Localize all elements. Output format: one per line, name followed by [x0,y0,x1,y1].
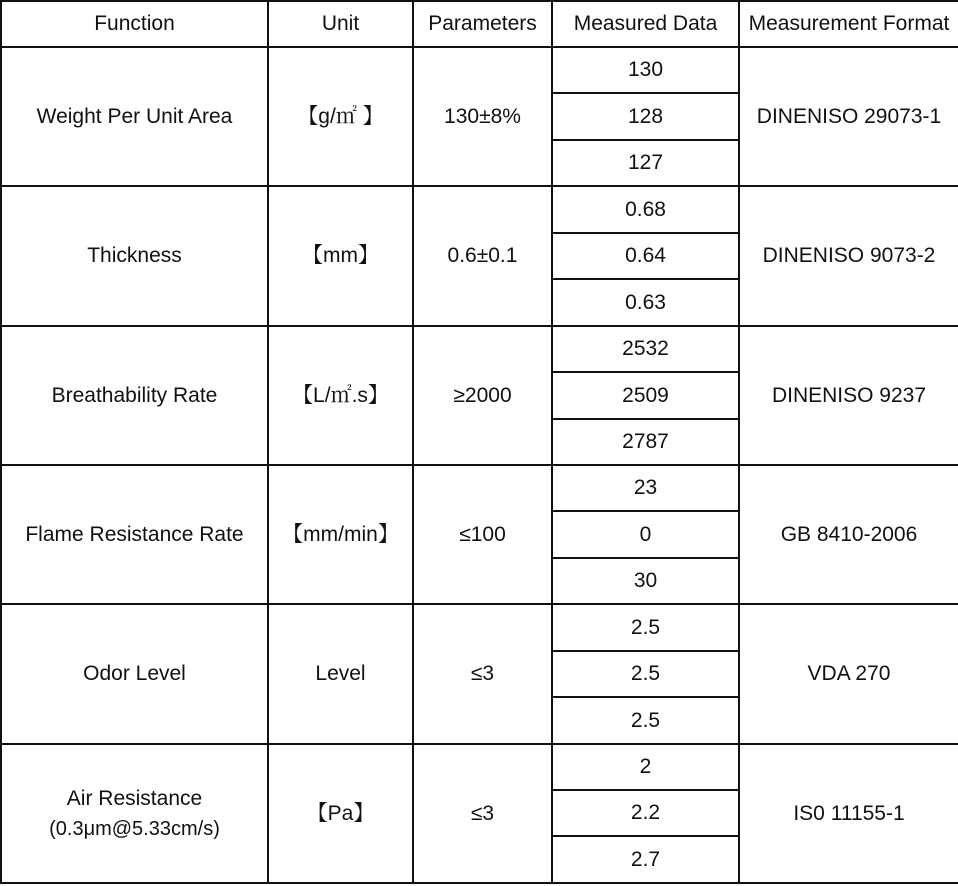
header-measured-data: Measured Data [552,1,739,47]
measured-data-cell: 2509 [552,372,739,418]
measured-data-cell: 128 [552,93,739,139]
measured-data-cell: 2.2 [552,790,739,836]
measured-data-cell: 130 [552,47,739,93]
parameters-cell: ≤3 [413,744,552,883]
measured-data-cell: 127 [552,140,739,186]
measured-data-cell: 0.68 [552,186,739,232]
measurement-format-cell: GB 8410-2006 [739,465,958,604]
unit-cell: 【L/㎡.s】 [268,326,413,465]
measured-data-cell: 2.7 [552,836,739,883]
table-row [1,604,958,650]
function-label: Air Resistance [66,786,203,810]
function-cell [1,47,268,186]
measured-data-cell: 2.5 [552,604,739,650]
table-header [1,1,958,47]
measured-data-cell: 2532 [552,326,739,372]
table-row [1,465,958,511]
parameters-cell: ≤3 [413,604,552,743]
header-function: Function [1,1,268,47]
function-label: Breathability Rate [51,383,218,407]
measured-data-cell: 2 [552,744,739,790]
unit-cell: 【Pa】 [268,744,413,883]
function-sublabel: (0.3μm@5.33cm/s) [49,818,220,841]
measurement-format-cell: VDA 270 [739,604,958,743]
measured-data-cell: 0.64 [552,233,739,279]
function-cell [1,744,268,883]
table-body [1,47,958,883]
function-cell [1,326,268,465]
header-parameters: Parameters [413,1,552,47]
parameters-cell: ≥2000 [413,326,552,465]
measured-data-cell: 2.5 [552,651,739,697]
measured-data-cell: 0 [552,511,739,557]
table-row [1,326,958,372]
unit-cell: 【mm】 [268,186,413,325]
header-measurement-format: Measurement Format [739,1,958,47]
header-unit: Unit [268,1,413,47]
measured-data-cell: 30 [552,558,739,604]
table-row [1,47,958,93]
unit-cell: 【g/㎡ 】 [268,47,413,186]
table-row [1,186,958,232]
function-label: Flame Resistance Rate [25,522,244,546]
measurement-format-cell: IS0 11155-1 [739,744,958,883]
measured-data-cell: 2.5 [552,697,739,743]
parameters-cell: 130±8% [413,47,552,186]
function-cell [1,186,268,325]
measurement-format-cell: DINENISO 9073-2 [739,186,958,325]
function-label: Weight Per Unit Area [36,104,233,128]
function-cell [1,604,268,743]
measured-data-cell: 2787 [552,419,739,465]
unit-cell: 【mm/min】 [268,465,413,604]
measurement-format-cell: DINENISO 9237 [739,326,958,465]
measurement-format-cell: DINENISO 29073-1 [739,47,958,186]
function-label: Odor Level [83,662,186,686]
measured-data-cell: 23 [552,465,739,511]
parameters-cell: 0.6±0.1 [413,186,552,325]
function-label: Thickness [87,244,182,268]
function-cell [1,465,268,604]
measured-data-cell: 0.63 [552,279,739,325]
parameters-cell: ≤100 [413,465,552,604]
header-row [1,1,958,47]
unit-cell: Level [268,604,413,743]
table-row [1,744,958,790]
